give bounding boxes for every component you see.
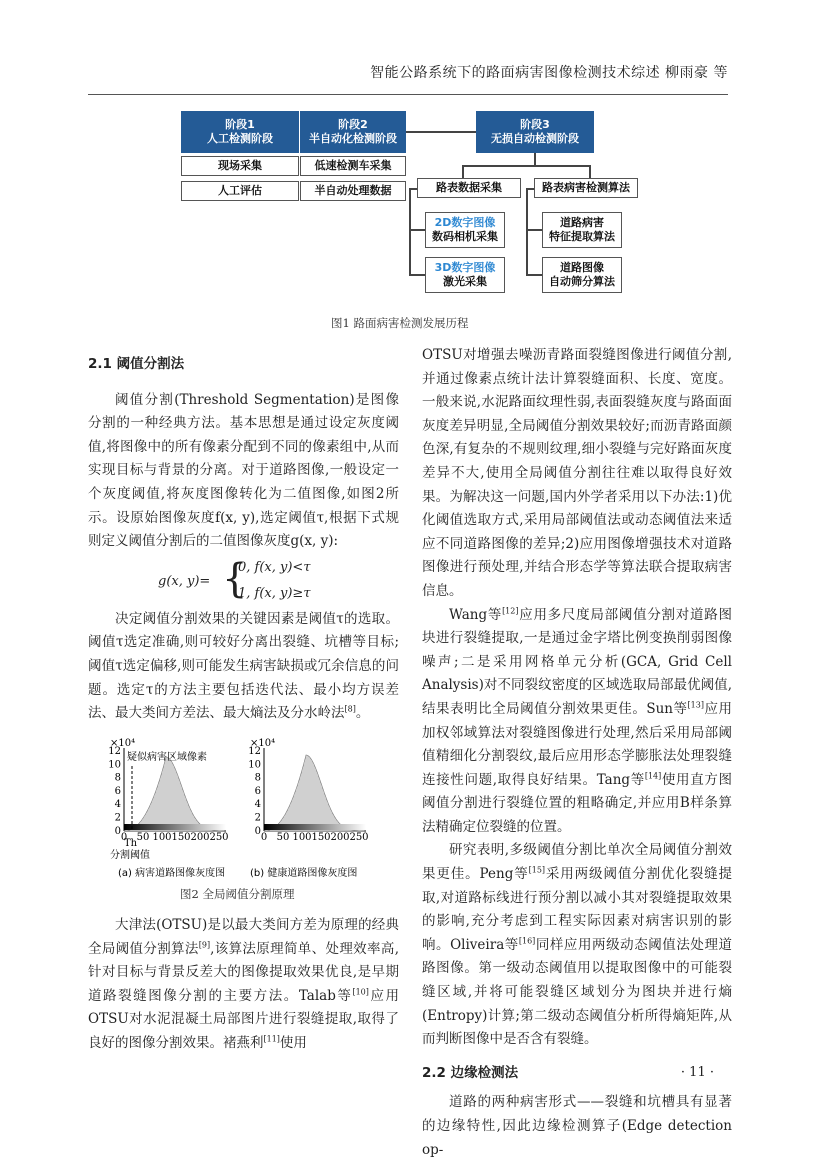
figure-2 [100,734,380,884]
formula-case-1: 0, f(x, y)<τ [238,559,311,575]
feature-algo-box: 道路病害 特征提取算法 [542,212,622,248]
y-tick-label: 10 [108,759,121,771]
paragraph [88,914,399,1056]
img3d-label: 3D数字图像 [434,260,496,274]
s2-item-1: 低速检测车采集 [300,156,406,176]
left-column [88,353,399,726]
page-number: · 11 · [680,1065,714,1080]
text: 大津法(OTSU)是以最大类间方差为原理的经典全局阈值分割算法 [88,917,399,957]
connector [409,229,425,231]
citation: [9] [198,940,211,950]
citation: [11] [263,1034,280,1044]
figure-2-caption: 图2 全局阈值分割原理 [180,887,295,901]
paragraph: 阈值分割(Threshold Segmentation)是图像分割的一种经典方法。基本思想是通过设定灰度阈值,将图像中的所有像素分配到不同的像素组中,从而实现目标与背景的分离。对于道路图像,一般设定一个灰度阈值,将灰度图像转化为二值图像,如图2所示。设原始图像灰度f(x, y),选定阈值τ,根据下式规则定义阈值分割后的二值图像灰度g(x, y): [88,391,399,550]
img2d-label: 2D数字图像 [434,215,496,229]
y-tick-label: 8 [114,772,121,784]
y-tick-label: 0 [114,825,121,837]
img2d-box [425,212,505,248]
img3d-sub: 激光采集 [443,275,487,288]
citation: [12] [502,606,519,616]
text: Wang等 [449,606,503,623]
stage1-box: 阶段1 人工检测阶段 [181,111,299,153]
text: 。 [355,705,370,722]
x-tick-label: 250 [209,832,229,843]
s1-item-2: 人工评估 [181,181,299,201]
paragraph [422,604,732,840]
stage3-box: 阶段3 无损自动检测阶段 [476,111,594,153]
y-tick-label: 8 [254,772,261,784]
y-tick-label: 2 [114,812,121,824]
citation: [14] [644,771,662,781]
subcaption-b: (b) 健康道路图像灰度图 [250,868,358,879]
x-tick-label: 0 [120,832,128,843]
grayscale-bar-b [264,824,366,830]
left-column-bottom [88,914,399,1056]
x-tick-label: 50 [136,832,150,843]
header-rule [88,94,728,95]
connector [526,188,528,275]
road-collect-box: 路表数据采集 [417,178,521,198]
y-tick-label: 12 [248,746,261,757]
x-tick-label: 150 [171,832,191,843]
stage-connector [406,131,476,133]
subcaption-a: (a) 病害道路图像灰度图 [118,868,226,879]
text: ,该算法原理简单、处理效率高,针对目标与背景反差大的图像提取效果优良,是早期道路裂缝图像分割的主要方法。Talab等 [88,940,399,1004]
scale-a: ×10⁴ [110,738,136,749]
figure-1-caption: 图1 路面病害检测发展历程 [331,316,469,330]
text: 使用直方图阈值分割进行裂缝位置的粗略确定,并应用B样条算法精确定位裂缝的位置。 [422,771,732,835]
x-tick-label: 0 [260,832,268,843]
s1-item-1: 现场采集 [181,156,299,176]
citation: [8] [344,704,356,714]
connector [589,165,591,179]
x-tick-label: 250 [349,832,369,843]
y-tick-label: 10 [248,759,261,771]
y-tick-label: 6 [114,785,121,797]
connector [462,165,464,179]
connector [462,165,591,167]
x-tick-label: 150 [311,832,331,843]
y-tick-label: 4 [114,799,121,811]
paragraph [422,839,732,1051]
connector [526,274,542,276]
detect-algo-box: 路表病害检测算法 [534,178,638,198]
paragraph: OTSU对增强去噪沥青路面裂缝图像进行阈值分割,并通过像素点统计法计算裂缝面积、长度、宽度。一般来说,水泥路面纹理性弱,表面裂缝灰度与路面面灰度差异明显,全局阈值分割效果较好;而沥青路面颜色深,有复杂的不规则纹理,细小裂缝与完好路面灰度差异不大,使用全局阈值分割往往难以取得良好效果。为解决这一问题,国内外学者采用以下办法:1)优化阈值选取方式,采用局部阈值法或动态阈值法来适应不同道路图像的差异;2)应用图像增强技术对道路图像进行预处理,并结合形态学等算法联合提取病害信息。 [422,347,732,599]
threshold-label: 分割阈值 [110,850,150,861]
text: 决定阈值分割效果的关键因素是阈值τ的选取。阈值τ选定准确,则可较好分离出裂缝、坑槽等目标;阈值τ选定偏移,则可能发生病害缺损或冗余信息的问题。选定τ的方法主要包括迭代法、最小均方误差法、最大类间方差法、最大熵法及分水岭法 [88,610,399,722]
formula-case-2: 1, f(x, y)≥τ [238,585,311,601]
y-tick-label: 6 [254,785,261,797]
connector [409,188,411,275]
x-tick-label: 200 [190,832,210,843]
img2d-sub: 数码相机采集 [432,230,498,243]
connector [526,229,542,231]
annotation: 疑似病害区域像素 [127,752,207,763]
formula [88,554,399,608]
citation: [10] [352,987,369,997]
paragraph: 道路的两种病害形式——裂缝和坑槽具有显著的边缘特性,因此边缘检测算子(Edge detection op- [422,1094,732,1158]
citation: [15] [528,865,546,875]
s2-item-2: 半自动处理数据 [300,181,406,201]
grayscale-bar-a [124,824,226,830]
th-label: Th [124,838,138,849]
text: 同样应用两级动态阈值法处理道路图像。第一级动态阈值用以提取图像中的可能裂缝区域,并将可能裂缝区域划分为图块并进行熵(Entropy)计算;第二级动态阈值分析所得熵矩阵,从而判断图像中是否含有裂缝。 [422,936,733,1048]
y-tick-label: 4 [254,799,261,811]
text: 应用多尺度局部阈值分割对道路图块进行裂缝提取,一是通过金字塔比例变换削弱图像噪声;二是采用网格单元分析(GCA, Grid Cell Analysis)对不同裂纹密度的区域选取局部最优阈值,结果表明比全局阈值分割效果更佳。Sun等 [422,606,732,717]
section-2-1-title: 2.1 阈值分割法 [88,356,185,372]
citation: [13] [687,700,704,710]
text: 应用加权邻域算法对裂缝图像进行处理,然后采用局部阈值精细化分割裂纹,最后应用形态学膨胀法处理裂缝连接性问题,取得良好结果。Tang等 [422,700,732,788]
formula-lhs: g(x, y)= [158,573,211,589]
y-tick-label: 12 [108,746,121,757]
citation: [16] [518,936,536,946]
scale-b: ×10⁴ [250,738,276,749]
text: 采用两级阈值分割优化裂缝提取,对道路标线进行预分割以减小其对裂缝提取效果的影响,充分考虑到工程实际因素对病害识别的影响。Oliveira等 [422,866,733,953]
connector [409,274,425,276]
filter-algo-box: 道路图像 自动筛分算法 [542,257,622,293]
paragraph [88,608,399,726]
right-column [422,344,732,1162]
img3d-box [425,257,505,293]
x-tick-label: 50 [276,832,290,843]
running-header: 智能公路系统下的路面病害图像检测技术综述 柳雨豪 等 [370,65,728,81]
text: 使用 [279,1034,307,1051]
x-tick-label: 100 [152,832,172,843]
formula-brace: { [222,555,248,602]
x-tick-label: 200 [330,832,350,843]
section-2-2-title: 2.2 边缘检测法 [422,1064,519,1081]
x-tick-label: 100 [292,832,312,843]
text: 应用OTSU对水泥混凝土局部图片进行裂缝提取,取得了良好的图像分割效果。褚燕利 [88,987,400,1051]
text: 研究表明,多级阈值分割比单次全局阈值分割效果更佳。Peng等 [422,842,732,883]
stage2-box: 阶段2 半自动化检测阶段 [300,111,406,153]
y-tick-label: 0 [254,825,261,837]
y-tick-label: 2 [254,812,261,824]
